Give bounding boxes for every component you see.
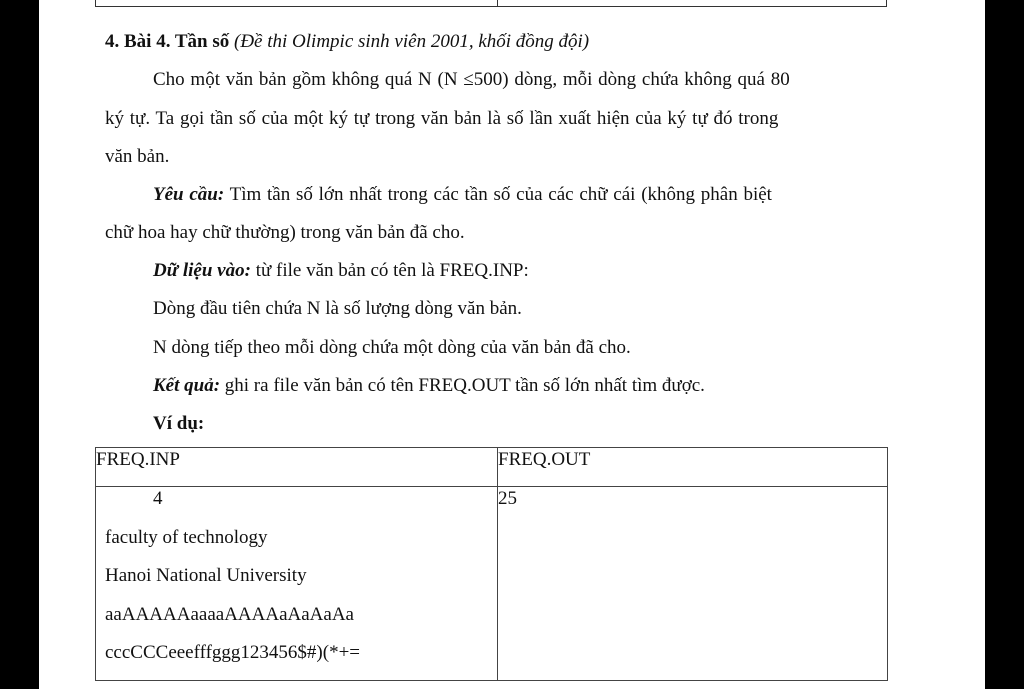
problem-source: (Đề thi Olimpic sinh viên 2001, khối đồng đội) [234, 31, 590, 52]
input-line-1: 4 [153, 488, 163, 509]
table-divider [497, 0, 498, 6]
paragraph-line: văn bản. [105, 146, 170, 167]
output-label: Kết quả: [153, 375, 221, 396]
input-cell [96, 487, 498, 681]
input-detail-2: N dòng tiếp theo mỗi dòng chứa một dòng của văn bản đã cho. [153, 337, 631, 358]
input-detail-1: Dòng đầu tiên chứa N là số lượng dòng văn bản. [153, 298, 522, 319]
header-freq-inp: FREQ.INP [96, 449, 180, 470]
input-line-3: Hanoi National University [105, 565, 307, 586]
output-cell [498, 487, 888, 681]
requirement-line-2: chữ hoa hay chữ thường) trong văn bản đã cho. [105, 222, 465, 243]
output-line-1: 25 [498, 488, 517, 509]
paragraph-line: ký tự. Ta gọi tần số của một ký tự trong văn bản là số lần xuất hiện của ký tự đó trong [105, 108, 779, 129]
output-text: ghi ra file văn bản có tên FREQ.OUT tần số lớn nhất tìm được. [220, 375, 705, 396]
input-line [153, 259, 529, 283]
input-line-4: aaAAAAAaaaaAAAAaAaAaAa [105, 603, 354, 625]
paragraph-line: Cho một văn bản gồm không quá N (N ≤500) dòng, mỗi dòng chứa không quá 80 [153, 69, 790, 90]
problem-heading [105, 30, 589, 54]
output-line [153, 374, 705, 398]
example-table [95, 447, 888, 681]
input-label: Dữ liệu vào: [153, 260, 251, 281]
table-header-cell [498, 448, 888, 487]
problem-title: 4. Bài 4. Tần số [105, 31, 230, 52]
input-text: từ file văn bản có tên là FREQ.INP: [250, 260, 529, 281]
requirement-line [153, 183, 772, 207]
example-label: Ví dụ: [153, 413, 205, 434]
table-header-cell [96, 448, 498, 487]
input-line-5: cccCCCeeefffggg123456$#)(*+= [105, 642, 360, 663]
previous-table-fragment [95, 0, 887, 7]
header-freq-out: FREQ.OUT [498, 449, 591, 470]
requirement-text: Tìm tần số lớn nhất trong các tần số của các chữ cái (không phân biệt [224, 184, 772, 205]
table-row [96, 487, 888, 681]
table-header-row [96, 448, 888, 487]
requirement-label: Yêu cầu: [153, 184, 225, 205]
input-line-2: faculty of technology [105, 526, 268, 548]
